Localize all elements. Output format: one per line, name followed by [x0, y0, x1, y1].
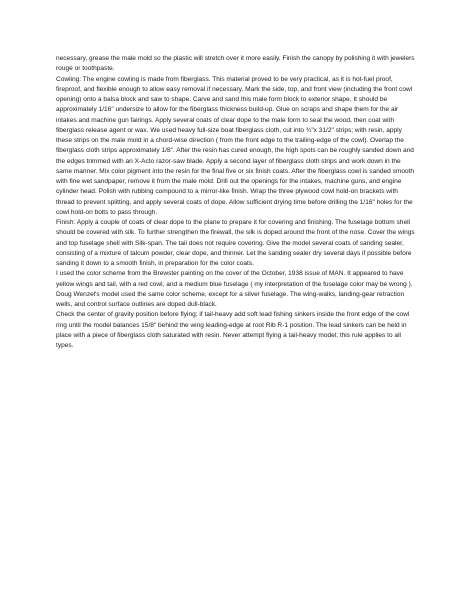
paragraph-finish: Finish: Apply a couple of coats of clear dope to the plane to prepare it for covering and finishing. The fuselage bottom shell should be covered with silk. To further strengthen the firewall, the silk is doped around the front of the nose. Cover the wings and top fuselage shell with Silk-span. The tail does not require covering. Give the model several coats of sanding sealer, consisting of a mixture of talcum powder, clear dope, and thinner. Let the sanding sealer dry several days if possible before sanding it down to a smooth finish, in preparation for the color coats. — [56, 219, 415, 267]
paragraph-cowling: Cowling: The engine cowling is made from fiberglass. This material proved to be very practical, as it is hot-fuel proof, fireproof, and flexible enough to allow easy removal if necessary. Mark the side, top, and front view (including the front cowl opening) onto a balsa block and saw to shape. Carve and sand this male form block to exterior shape. It should be approximately 1/16" undersize to allow for the fiberglass thickness build-up. Glue on scraps and shape them for the air intakes and machine gun fairings. Apply several coats of clear dope to the male form to seal the wood, then coat with fiberglass release agent or wax. We used heavy full-size boat fiberglass cloth, cut into ¾"x 31/2" strips; with resin, apply these strips on the male mold in a chord-wise direction ( from the front edge to the trailing-edge of the cowl). Overlap the fiberglass cloth strips approximately 1/8". After the resin has cured enough, the high spots can be roughly sanded down and the edges trimmed with an X-Acto razor-saw blade. Apply a second layer of fiberglass cloth strips and work down in the same manner. Mix color pigment into the resin for the final five or six finish coats. After the fiberglass cowl is sanded smooth with fine wet sandpaper, remove it from the male mold. Drill out the openings for the intakes, machine guns, and engine cylinder head. Polish with rubbing compound to a mirror-like finish. Wrap the three plywood cowl hold-on brackets with thread to prevent splitting, and apply several coats of dope. Allow sufficient drying time before drilling the 1/16" holes for the cowl hold-on bolts to pass through. — [56, 75, 415, 216]
paragraph-canopy-finish: necessary, grease the male mold so the plastic will stretch over it more easily. Finish the canopy by polishing it with jewelers rouge or toothpaste. — [56, 55, 415, 73]
body-text — [56, 54, 416, 351]
paragraph-color-scheme: I used the color scheme from the Brewster painting on the cover of the October, 1938 issue of MAN. It appeared to have yellow wings and tail, with a red cowl, and a medium blue fuselage ( my interpretation of the fuselage color may be wrong ). Doug Wenzel's model used the same color scheme, except for a silver fuselage. The wing-walks, landing-gear retraction wells, and control surface outlines are doped dull-black. — [56, 270, 413, 308]
paragraph-center-of-gravity: Check the center of gravity position before flying; if tail-heavy add soft lead fishing sinkers inside the front edge of the cowl ring until the model balances 15/8" behind the wing leading-edge at root Rib R-1 position. The lead sinkers can be held in place with a piece of fiberglass cloth saturated with resin. Never attempt flying a tail-heavy model; this rule applies to all types. — [56, 311, 410, 349]
